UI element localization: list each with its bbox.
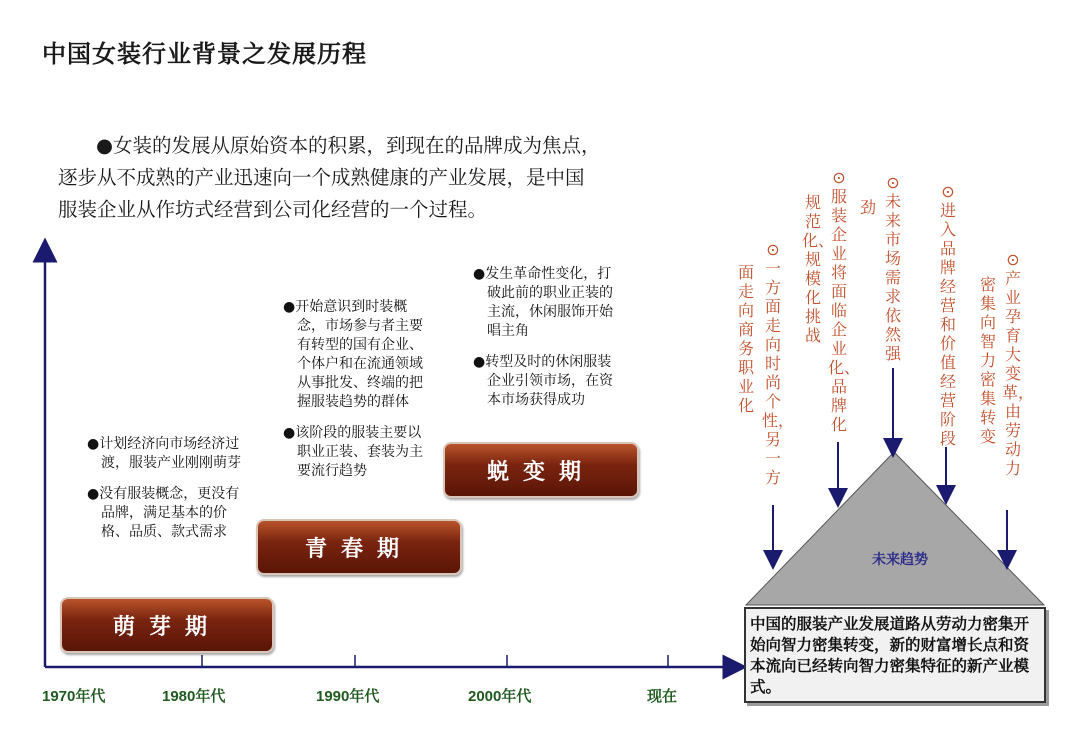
pyramid-label: 未来趋势 — [872, 552, 928, 568]
stage-3-bullet: ●转型及时的休闲服装企业引领市场，在资本市场获得成功 — [473, 354, 613, 408]
trend-5-text-cont: 密集向智力密集转变 — [979, 275, 996, 446]
trend-3-text-cont: 劲 — [859, 198, 876, 217]
stage-youth-box: 青春期 — [256, 519, 462, 575]
stage-2-bullet: ●该阶段的服装主要以职业正装、套装为主要流行趋势 — [283, 425, 423, 479]
stage-1-bullet: ●没有服装概念，更没有品牌，满足基本的价格、品质、款式需求 — [87, 486, 240, 540]
future-trend-pyramid — [746, 452, 1044, 605]
summary-box: 中国的服装产业发展道路从劳动力密集开始向智力密集转变，新的财富增长点和资本流向已经转向智力密集特征的新产业模式。 — [744, 607, 1046, 703]
intro-line-1: ●女装的发展从原始资本的积累，到现在的品牌成为焦点， — [96, 134, 601, 157]
stage-3-bullet: ●发生革命性变化，打破此前的职业正装的主流，休闲服饰开始唱主角 — [473, 266, 613, 339]
stage-transform-box: 蜕变期 — [443, 442, 639, 498]
trend-2-text: ⊙服装企业将面临企业化、品牌化 — [828, 168, 861, 434]
intro-line-3: 服装企业从作坊式经营到公司化经营的一个过程。 — [58, 198, 488, 221]
stage-1-bullet: ●计划经济向市场经济过渡，服装产业刚刚萌芽 — [87, 436, 241, 471]
axis-label-2000s: 2000年代 — [468, 688, 532, 705]
stage-3-notes — [473, 265, 623, 422]
trend-1-text-cont: 面走向商务职业化 — [737, 263, 754, 415]
axis-label-now: 现在 — [647, 688, 678, 705]
axis-label-1980s: 1980年代 — [162, 688, 226, 705]
stage-1-notes — [87, 435, 247, 554]
stage-sprout-box: 萌芽期 — [60, 597, 274, 653]
intro-line-2: 逐步从不成熟的产业迅速向一个成熟健康的产业发展，是中国 — [58, 166, 585, 189]
stage-2-bullet: ●开始意识到时装概念，市场参与者主要有转型的国有企业、个体户和在流通领域从事批发、终端的把握服装趋势的群体 — [283, 299, 423, 410]
trend-3-text: ⊙未来市场需求依然强 — [884, 173, 901, 363]
stage-2-notes — [283, 298, 433, 493]
axis-label-1990s: 1990年代 — [316, 688, 380, 705]
trend-1-text: ⊙一方面走向时尚个性，另一方 — [762, 240, 795, 487]
trend-2-text-cont: 规范化、规模化挑战 — [802, 193, 835, 345]
axis-label-1970s: 1970年代 — [42, 688, 106, 705]
trend-4-text: ⊙进入品牌经营和价值经营阶段 — [939, 182, 956, 448]
page-title: 中国女装行业背景之发展历程 — [42, 39, 367, 68]
trend-5-text: ⊙产业孕育大变革，由劳动力 — [1002, 250, 1035, 478]
